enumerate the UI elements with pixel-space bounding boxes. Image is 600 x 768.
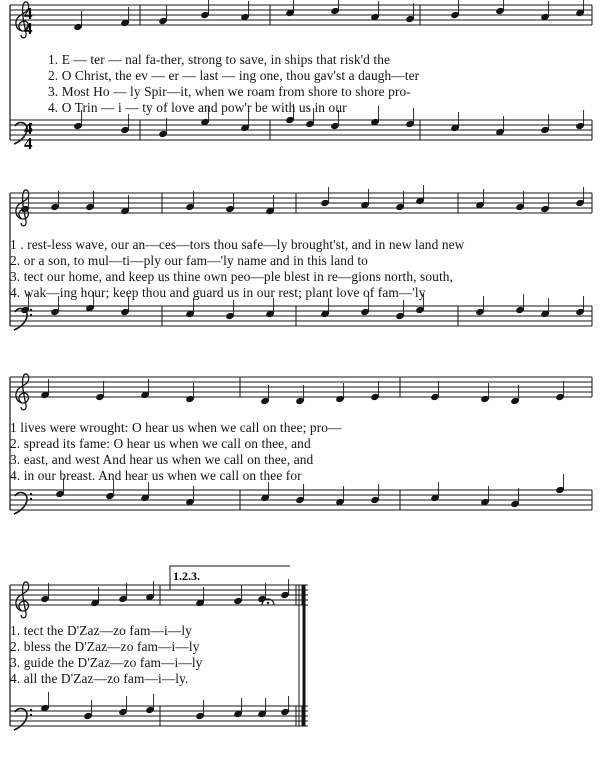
lyric-line: 3. Most Ho — ly Spir—it, when we roam from shore to shore pro- [48, 84, 411, 99]
lyric-line: 2. spread its fame: O hear us when we call on thee, and [10, 436, 311, 451]
bass-clef-dot [30, 714, 32, 716]
lyric-line: 3. guide the D'Zaz—zo fam—i—ly [10, 655, 203, 670]
bass-clef-dot [30, 498, 32, 500]
bass-clef-dot [30, 493, 32, 495]
bass-clef-icon [14, 493, 27, 514]
lyric-line: 4. O Trin — i — ty of love and pow'r be with us in our [48, 100, 347, 115]
lyric-line: 1. E — ter — nal fa-ther, strong to save, in ships that risk'd the [48, 52, 391, 67]
bass-time-sig-top: 4 [24, 119, 33, 138]
lyric-line: 1. tect the D'Zaz—zo fam—i—ly [10, 623, 192, 638]
lyric-line: 4. all the D'Zaz—zo fam—i—ly. [10, 671, 189, 686]
bass-clef-dot [30, 309, 32, 311]
fermata-dot [267, 602, 269, 604]
lyric-line: 4. wak—ing hour; keep thou and guard us in our rest; plant love of fam—'ly [10, 285, 426, 300]
bass-clef-dot [30, 709, 32, 711]
lyric-line: 1 lives were wrought: O hear us when we call on thee; pro— [10, 420, 342, 435]
bass-time-sig-bottom: 4 [24, 134, 33, 153]
bass-clef-icon [14, 709, 27, 730]
volta-label: 1.2.3. [173, 569, 200, 583]
lyric-line: 2. or a son, to mul—ti—ply our fam—'ly name and in this land to [10, 253, 368, 268]
lyric-line: 3. east, and west And hear us when we call on thee, and [10, 452, 314, 467]
lyric-line: 4. in our breast. And hear us when we call on thee for [10, 468, 302, 483]
lyric-line: 2. bless the D'Zaz—zo fam—i—ly [10, 639, 200, 654]
clefs [14, 2, 32, 730]
time-sig-top: 4 [24, 4, 33, 23]
lyric-line: 1 . rest-less wave, our an—ces—tors thou safe—ly brought'st, and in new land new [10, 237, 465, 252]
time-sig-bottom: 4 [24, 19, 33, 38]
bass-clef-dot [30, 314, 32, 316]
lyric-line: 3. tect our home, and keep us thine own peo—ple blest in re—gions north, south, [10, 269, 454, 284]
lyric-line: 2. O Christ, the ev — er — last — ing one, thou gav'st a daugh—ter [48, 68, 420, 83]
